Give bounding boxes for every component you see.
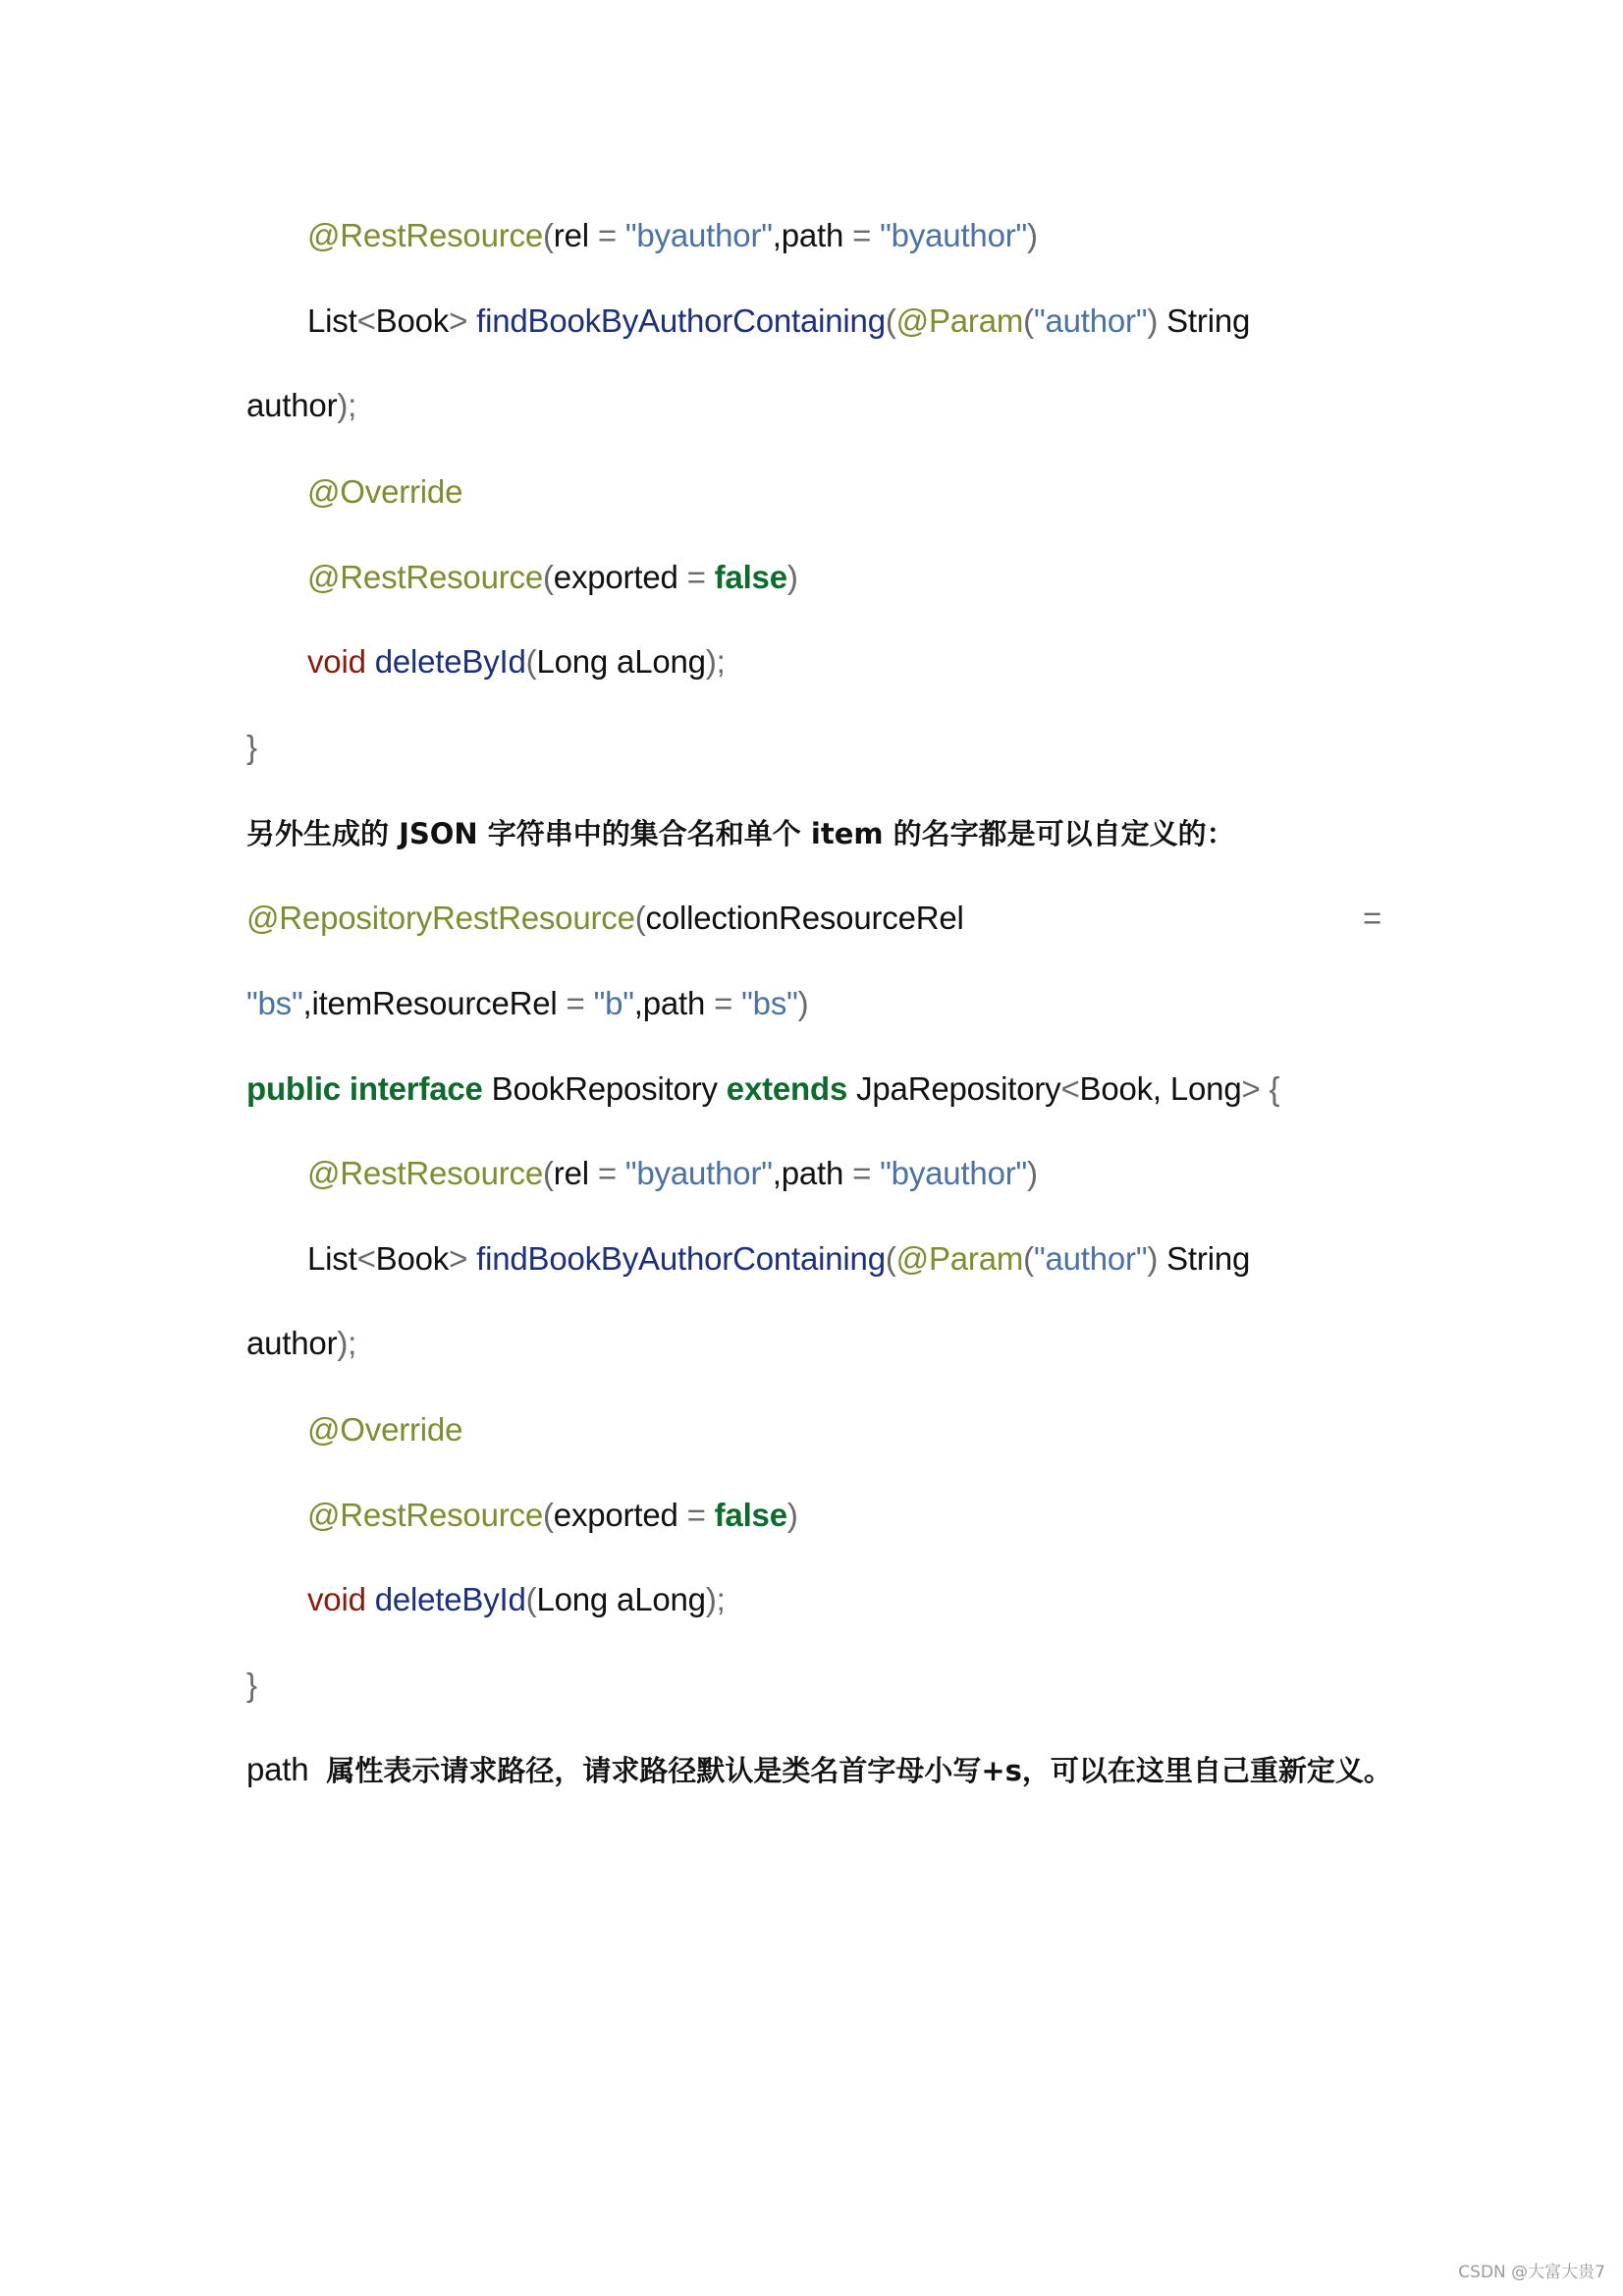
equals-sign: = xyxy=(1363,900,1382,936)
code-line-override-2: @Override xyxy=(307,1411,463,1448)
code-line-interface-declaration: public interface BookRepository extends JpaRepository<Book, Long> { xyxy=(246,1070,1280,1107)
code-line-closing-brace-2: } xyxy=(246,1667,257,1703)
string-literal: "byauthor" xyxy=(624,217,773,253)
code-line-delete-method: void deleteById(Long aLong); xyxy=(307,643,726,680)
intro-paragraph: 另外生成的 JSON 字符串中的集合名和单个 item 的名字都是可以自定义的： xyxy=(246,817,1235,850)
code-line-find-method-2: List<Book> findBookByAuthorContaining(@Param("author") String xyxy=(307,1240,1251,1277)
code-line-author-arg: author); xyxy=(246,387,357,423)
code-line-find-method: List<Book> findBookByAuthorContaining(@Param("author") String xyxy=(307,302,1251,339)
code-line-restresource-exported-2: @RestResource(exported = false) xyxy=(307,1497,798,1533)
code-line-override: @Override xyxy=(307,473,463,510)
code-line-restresource-exported: @RestResource(exported = false) xyxy=(307,559,798,595)
method-name: findBookByAuthorContaining xyxy=(476,302,886,339)
code-line-closing-brace: } xyxy=(246,729,257,765)
code-line-rel-values: "bs",itemResourceRel = "b",path = "bs") xyxy=(246,985,809,1021)
code-line-repository-rest-resource: @RepositoryRestResource(collectionResourceRel xyxy=(246,900,964,936)
code-line-restresource-byauthor: @RestResource(rel = "byauthor",path = "byauthor") xyxy=(307,217,1038,253)
code-line-author-arg-2: author); xyxy=(246,1325,357,1361)
watermark: CSDN @大富大贵7 xyxy=(1458,2263,1605,2282)
annotation: @RestResource xyxy=(307,217,543,253)
string-literal: "byauthor" xyxy=(880,217,1028,253)
code-line-delete-method-2: void deleteById(Long aLong); xyxy=(307,1581,726,1617)
code-line-restresource-byauthor-2: @RestResource(rel = "byauthor",path = "byauthor") xyxy=(307,1155,1038,1191)
footer-paragraph: path 属性表示请求路径，请求路径默认是类名首字母小写+s，可以在这里自己重新定义。 xyxy=(246,1751,1392,1787)
